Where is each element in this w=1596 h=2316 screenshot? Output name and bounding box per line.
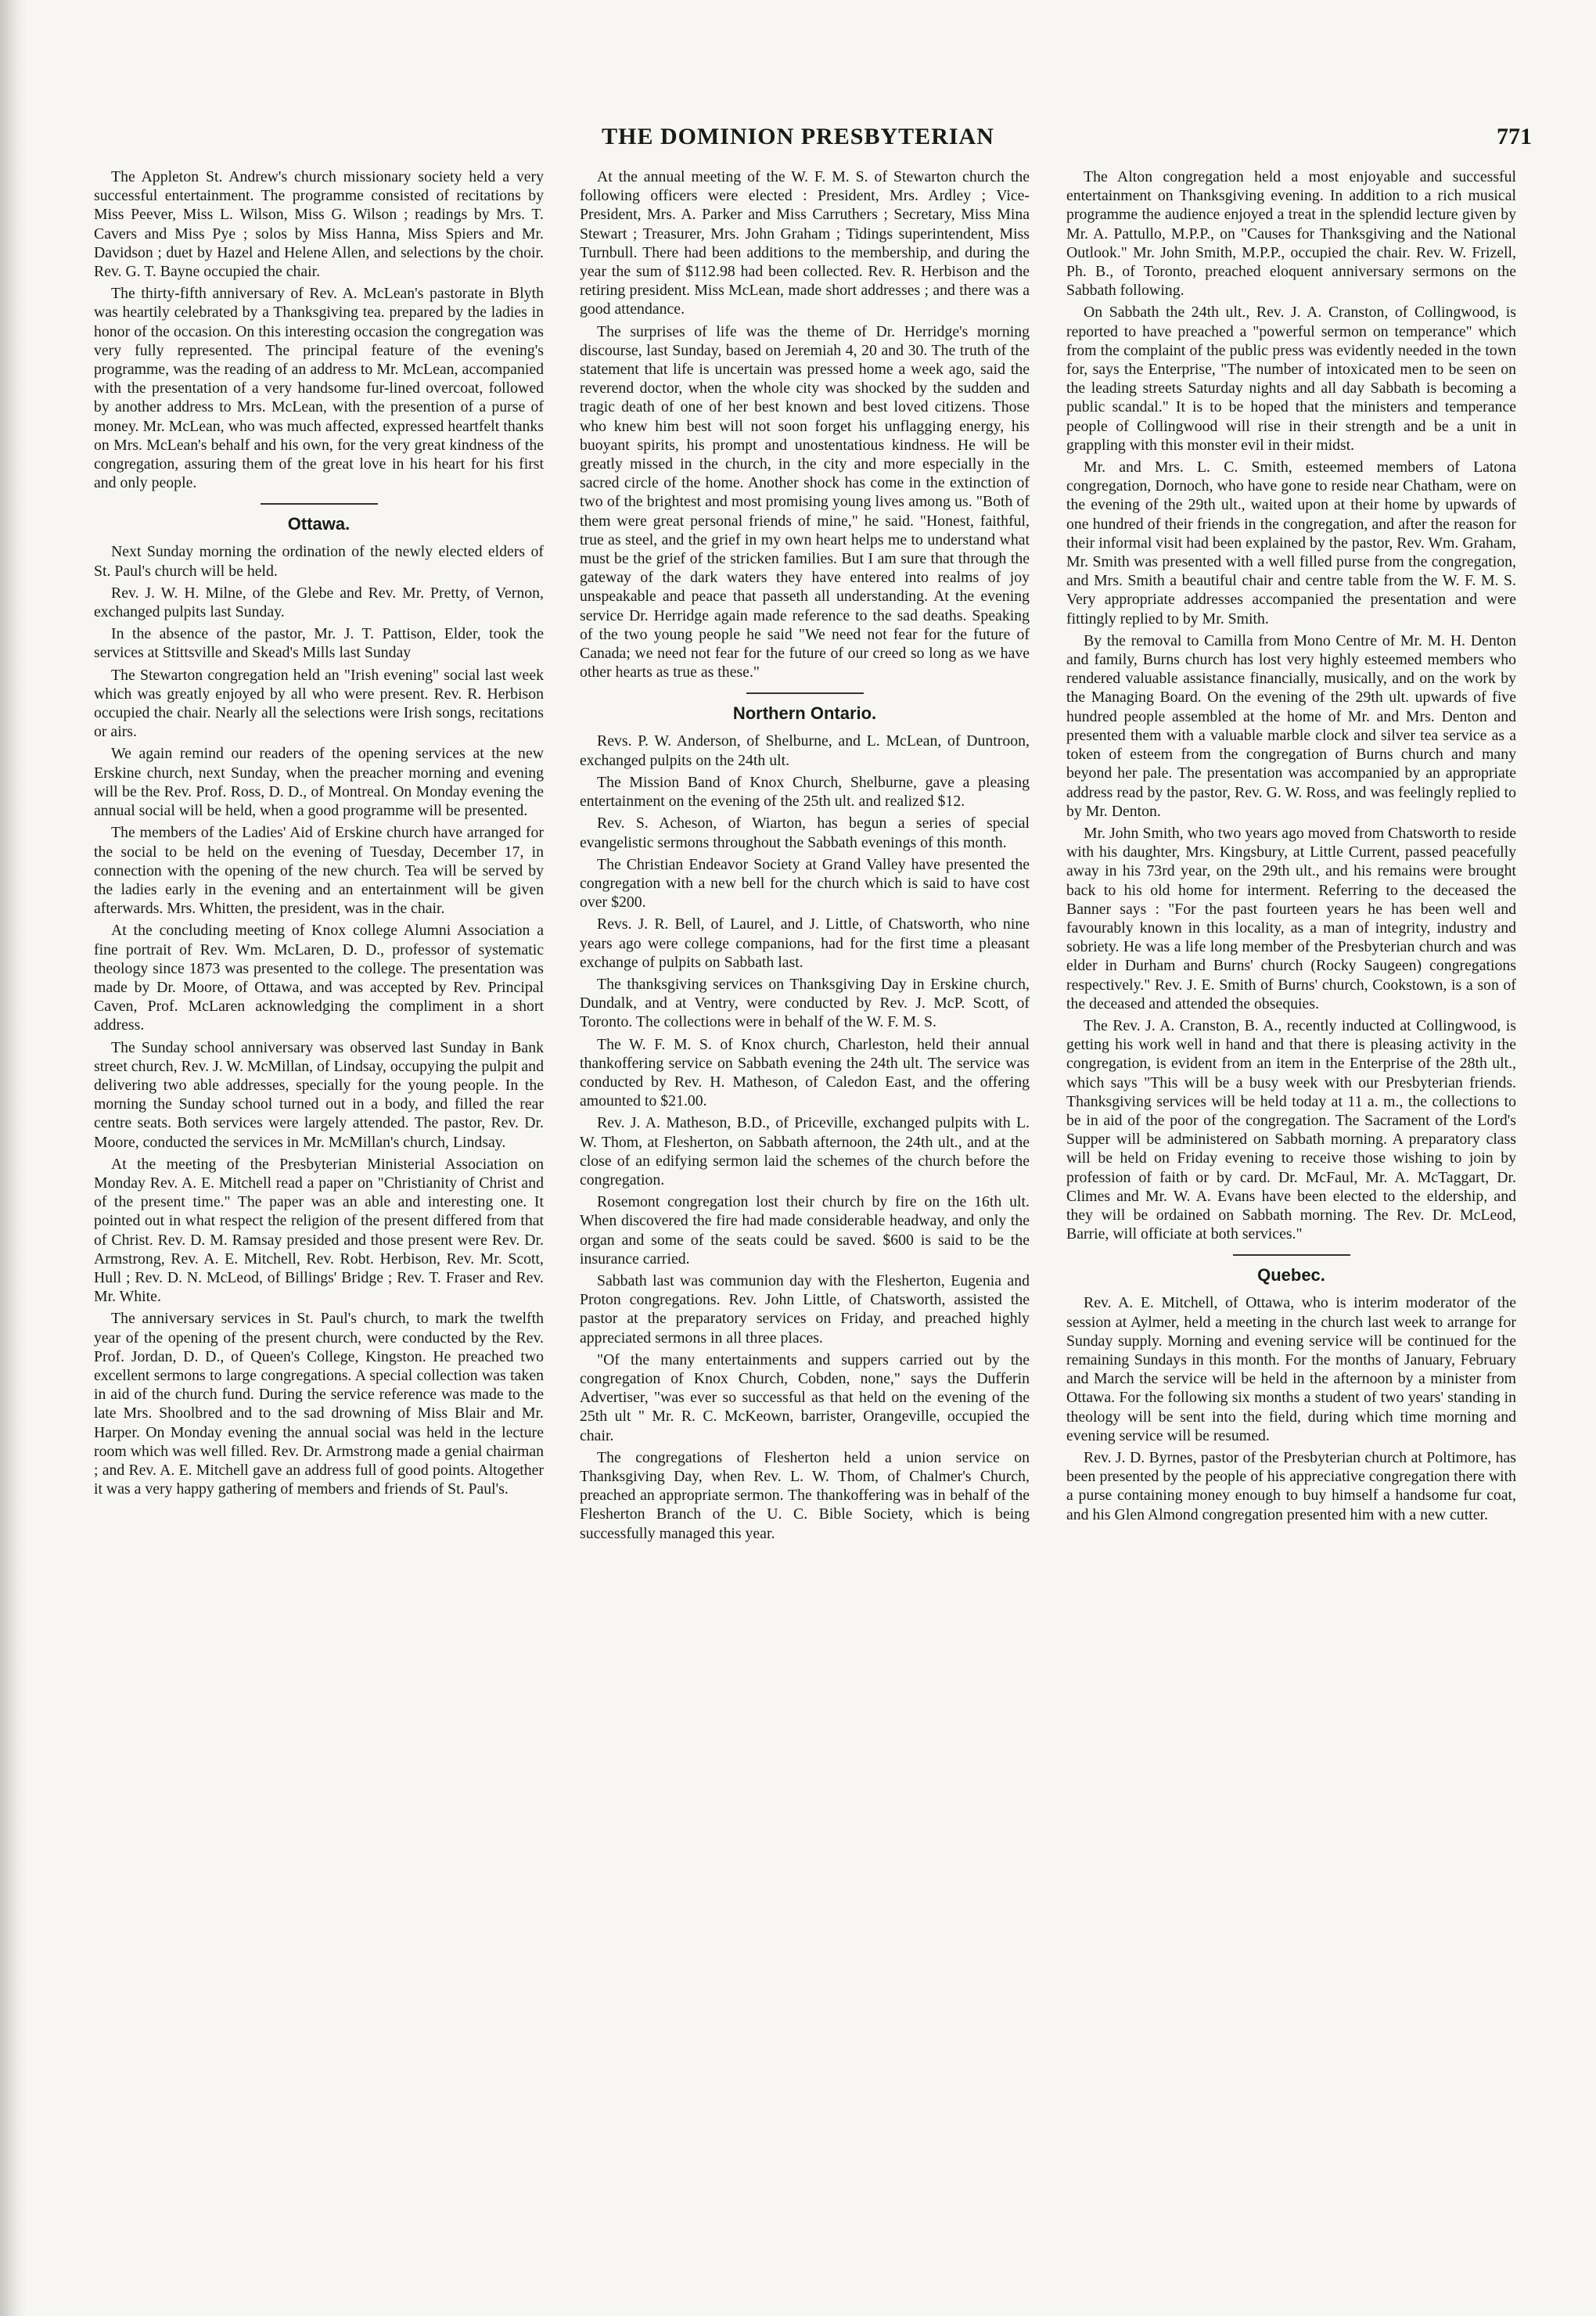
news-paragraph: Rev. J. W. H. Milne, of the Glebe and Rev. Mr. Pretty, of Vernon, exchanged pulpits last Sunday. — [94, 584, 544, 621]
column-2 — [580, 167, 1030, 2170]
section-heading: Northern Ontario. — [732, 703, 877, 724]
news-paragraph: Rev. J. A. Matheson, B.D., of Priceville, exchanged pulpits with L. W. Thom, at Flesherton, on Sabbath afternoon, the 24th ult., and at the close of an edifying sermon laid the schemes of the church before the congregation. — [580, 1114, 1030, 1189]
news-paragraph: The Sunday school anniversary was observed last Sunday in Bank street church, Rev. J. W. McMillan, of Lindsay, occupying the pulpit and delivering two able addresses, specially for the young people. In the morning the Sunday school turned out in a body, and filled the rear centre seats. Both services were largely attended. The pastor, Rev. Dr. Moore, conducted the services in Mr. McMillan's church, Lindsay. — [94, 1038, 544, 1151]
news-paragraph: The Stewarton congregation held an "Irish evening" social last week which was greatly enjoyed by all who were present. Rev. R. Herbison occupied the chair. Nearly all the selections were Irish songs, recitations or airs. — [94, 666, 544, 741]
masthead: THE DOMINION PRESBYTERIAN — [602, 124, 994, 149]
news-paragraph: Mr. and Mrs. L. C. Smith, esteemed members of Latona congregation, Dornoch, who have gone to reside near Chatham, were on the evening of the 29th ult., waited upon at their home by upwards of one hundred of their friends in the congregation, and after the reason for their informal visit had been explained by the pastor, Rev. Wm. Graham, Mr. Smith was presented with a well filled purse from the congregation, and Mrs. Smith a beautiful chair and centre table from the W. F. M. S. Very appropriate addresses accompanied the presentation and were fittingly replied to by Mr. Smith. — [1066, 459, 1516, 628]
column-1 — [94, 167, 544, 2170]
news-paragraph: The W. F. M. S. of Knox church, Charleston, held their annual thankoffering service on Sabbath evening the 24th ult. The service was conducted by Rev. H. Matheson, of Caledon East, and the offering amounted to $21.00. — [580, 1035, 1030, 1110]
news-paragraph: Next Sunday morning the ordination of the newly elected elders of St. Paul's church will be held. — [94, 543, 544, 580]
news-paragraph: The Alton congregation held a most enjoyable and successful entertainment on Thanksgiving evening. In addition to a rich musical programme the audience enjoyed a treat in the splendid lecture given by Mr. A. Pattullo, M.P.P., on "Causes for Thanksgiving and the National Outlook." Mr. John Smith, M.P.P., occupied the chair. Rev. W. Frizell, Ph. B., of Toronto, preached eloquent anniversary sermons on the Sabbath following. — [1066, 168, 1516, 300]
section-heading-block — [580, 692, 1030, 724]
column-3 — [1066, 167, 1516, 2170]
section-heading-block — [1066, 1254, 1516, 1286]
news-paragraph: The surprises of life was the theme of Dr. Herridge's morning discourse, last Sunday, based on Jeremiah 4, 20 and 30. The truth of the statement that life is uncertain was pressed home a week ago, said the reverend doctor, when the whole city was shocked by the sudden and tragic death of one of her best known and best loved citizens. Those who knew him best will not soon forget his unflagging energy, his buoyant spirits, his prompt and unostentatious kindness. He will be greatly missed in the church, in the city and more especially in the sacred circle of the home. Another shock has come in the extinction of two of the brightest and most promising young lives among us. "Both of them were great personal friends of mine," he said. "Honest, faithful, true as steel, and the grief in my own heart helps me to understand what must be the grief of the stricken families. But I am sure that through the gateway of the dark waters they have entered into realms of joy unspeakable and peace that passeth all understanding. At the evening service Dr. Herridge again made reference to the sad deaths. Speaking of the two young people he said "We need not fear for the future of Canada; we need not fear for the future of our creed so long as we have other hearts as true as these." — [580, 322, 1030, 681]
news-paragraph: In the absence of the pastor, Mr. J. T. Pattison, Elder, took the services at Stittsville and Skead's Mills last Sunday — [94, 625, 544, 662]
section-rule — [1233, 1254, 1350, 1256]
news-paragraph: By the removal to Camilla from Mono Centre of Mr. M. H. Denton and family, Burns church has lost very highly esteemed members who rendered valuable assistance financially, musically, and on the work by the Managing Board. On the evening of the 29th ult. upwards of five hundred people assembled at the home of Mr. and Mrs. Denton and presented them with a valuable marble clock and silver tea service as a token of esteem from the congregation of Burns church and many beyond her pale. The presentation was accompanied by an appropriate address read by the pastor, Rev. G. W. Ross, and was feelingly replied to by Mr. Denton. — [1066, 631, 1516, 820]
news-paragraph: Rosemont congregation lost their church by fire on the 16th ult. When discovered the fire had made considerable headway, and only the organ and some of the seats could be saved. $600 is said to be the insurance carried. — [580, 1193, 1030, 1268]
news-paragraph: The thirty-fifth anniversary of Rev. A. McLean's pastorate in Blyth was heartily celebrated by a Thanksgiving tea. prepared by the ladies in honor of the occasion. On this interesting occasion the congregation was very fully represented. The principal feature of the evening's programme, was the reading of an address to Mr. McLean, accompanied with the presentation of a very handsome fur-lined overcoat, followed by another address to Mrs. McLean, with the presention of a purse of money. Mr. McLean, who was much affected, expressed heartfelt thanks on Mrs. McLean's behalf and his own, for the very great kindness of the congregation, assuring them of the great love in his heart for his first and only people. — [94, 285, 544, 492]
news-paragraph: The anniversary services in St. Paul's church, to mark the twelfth year of the opening of the present church, were conducted by the Rev. Prof. Jordan, D. D., of Queen's College, Kingston. He preached two excellent sermons to large congregations. A special collection was taken in aid of the church fund. During the service reference was made to the late Mrs. Shoolbred and to the sad drowning of Miss Blair and Mr. Harper. On Monday evening the annual social was held in the lecture room which was well filled. Rev. Dr. Armstrong made a genial chairman ; and Rev. A. E. Mitchell gave an address full of good points. Altogether it was a very happy gathering of members and friends of St. Paul's. — [94, 1310, 544, 1498]
page-edge-shadow — [0, 0, 27, 2316]
news-paragraph: Rev. J. D. Byrnes, pastor of the Presbyterian church at Poltimore, has been presented by the people of his appreciative congregation there with a purse containing money enough to buy himself a handsome fur coat, and his Glen Almond congregation presented him with a new cutter. — [1066, 1449, 1516, 1523]
article-columns — [94, 167, 1518, 2170]
news-paragraph: At the meeting of the Presbyterian Ministerial Association on Monday Rev. A. E. Mitchell read a paper on "Christianity of Christ and of the present time." The paper was an able and interesting one. It pointed out in what respect the religion of the present differed from that of Christ. Rev. D. M. Ramsay presided and those present were Rev. Dr. Armstrong, Rev. A. E. Mitchell, Rev. Robt. Herbison, Rev. Mr. Scott, Hull ; Rev. D. N. McLeod, of Billings' Bridge ; Rev. T. Fraser and Rev. Mr. White. — [94, 1155, 544, 1306]
section-heading: Ottawa. — [287, 514, 350, 534]
news-paragraph: The congregations of Flesherton held a union service on Thanksgiving Day, when Rev. L. W. Thom, of Chalmer's Church, preached an appropriate sermon. The thankoffering was in behalf of the Flesherton Branch of the U. C. Bible Society, which is being successfully managed this year. — [580, 1448, 1030, 1542]
news-paragraph: Revs. J. R. Bell, of Laurel, and J. Little, of Chatsworth, who nine years ago were college companions, had for the first time a pleasant exchange of pulpits on Sabbath last. — [580, 915, 1030, 971]
news-paragraph: The Appleton St. Andrew's church missionary society held a very successful entertainment. The programme consisted of recitations by Miss Peever, Miss L. Wilson, Miss G. Wilson ; readings by Mrs. T. Cavers and Miss Pye ; solos by Miss Hanna, Miss Spiers and Mr. Davidson ; duet by Hazel and Helene Allen, and selections by the choir. Rev. G. T. Bayne occupied the chair. — [94, 168, 544, 281]
news-paragraph: The thanksgiving services on Thanksgiving Day in Erskine church, Dundalk, and at Ventry, were conducted by Rev. J. McP. Scott, of Toronto. The collections were in behalf of the W. F. M. S. — [580, 975, 1030, 1031]
news-paragraph: The members of the Ladies' Aid of Erskine church have arranged for the social to be held on the evening of Tuesday, December 17, in connection with the opening of the new church. Tea will be served by the ladies early in the evening and an entertainment will be given afterwards. Mrs. Whitten, the president, was in the chair. — [94, 824, 544, 918]
news-paragraph: Rev. S. Acheson, of Wiarton, has begun a series of special evangelistic sermons throughout the Sabbath evenings of this month. — [580, 815, 1030, 851]
section-rule — [746, 692, 864, 694]
news-paragraph: The Christian Endeavor Society at Grand Valley have presented the congregation with a new bell for the church which is said to have cost over $200. — [580, 855, 1030, 912]
news-paragraph: At the concluding meeting of Knox college Alumni Association a fine portrait of Rev. Wm. McLaren, D. D., professor of systematic theology since 1873 was presented to the college. The presentation was made by Dr. Moore, of Ottawa, and was accepted by Rev. Principal Caven, Prof. McLaren acknowledging the compliment in a short address. — [94, 922, 544, 1034]
section-heading: Quebec. — [1257, 1265, 1325, 1286]
news-paragraph: On Sabbath the 24th ult., Rev. J. A. Cranston, of Collingwood, is reported to have preached a "powerful sermon on temperance" which from the complaint of the public press was evidently needed in the town for, says the Enterprise, "The number of intoxicated men to be seen on the leading streets Saturday nights and all day Sabbath is becoming a public scandal." It is to be hoped that the ministers and temperance people of Collingwood will rise in their strength and be a unit in grappling with this monster evil in their midst. — [1066, 304, 1516, 454]
news-paragraph: At the annual meeting of the W. F. M. S. of Stewarton church the following officers were elected : President, Mrs. Ardley ; Vice-President, Mrs. A. Parker and Miss Carruthers ; Secretary, Miss Mina Stewart ; Treasurer, Mrs. John Graham ; Tidings superintendent, Miss Turnbull. There had been additions to the membership, and during the year the sum of $112.98 had been collected. Rev. R. Herbison and the retiring president. Miss McLean, made short addresses ; and there was a good attendance. — [580, 168, 1030, 318]
page-number: 771 — [1497, 124, 1532, 149]
news-paragraph: Sabbath last was communion day with the Flesherton, Eugenia and Proton congregations. Rev. John Little, of Chatsworth, assisted the pastor at the preparatory services on Friday, and preached highly appreciated sermons in all three places. — [580, 1271, 1030, 1347]
news-paragraph: Mr. John Smith, who two years ago moved from Chatsworth to reside with his daughter, Mrs. Kingsbury, at Little Current, passed peacefully away in his 73rd year, on the 29th ult., and his remains were brought back to his old home for interment. Referring to the deceased the Banner says : "For the past fourteen years he has been well and favourably known in this locality, as a man of integrity, industry and sobriety. He was a life long member of the Presbyterian church and was elder in Durham and Burns' church (Rocky Saugeen) congregations respectively." Rev. J. E. Smith of Burns' church, Cookstown, is a son of the deceased and attended the obsequies. — [1066, 824, 1516, 1012]
news-paragraph: "Of the many entertainments and suppers carried out by the congregation of Knox Church, Cobden, none," says the Dufferin Advertiser, "was ever so successful as that held on the evening of the 25th ult " Mr. R. C. McKeown, barrister, Orangeville, occupied the chair. — [580, 1350, 1030, 1444]
news-paragraph: The Rev. J. A. Cranston, B. A., recently inducted at Collingwood, is getting his work well in hand and that there is pleasing activity in the congregation, is evident from an item in the Enterprise of the 28th ult., which says "This will be a busy week with our Presbyterian friends. Thanksgiving services will be held today at 11 a. m., the collections to be in aid of the poor of the congregation. The Sacrament of the Lord's Supper will be administered on Sabbath morning. A preparatory class will be held on Friday evening to receive those wishing to join by profession of faith or by card. Dr. McFaul, Mr. A. McTaggart, Dr. Climes and Mr. W. A. Evans have been elected to the eldership, and they will be ordained on Sabbath morning. The Rev. Dr. McLeod, Barrie, will officiate at both services." — [1066, 1016, 1516, 1243]
section-rule — [261, 503, 378, 505]
news-paragraph: Rev. A. E. Mitchell, of Ottawa, who is interim moderator of the session at Aylmer, held a meeting in the church last week to arrange for Sunday supply. Morning and evening service will be continued for the remaining Sundays in this month. For the months of January, February and March the service will be held in the afternoon by a minister from Ottawa. For the following six months a student of two years' standing in theology will be sent into the field, during which time morning and evening service will be resumed. — [1066, 1294, 1516, 1444]
news-paragraph: The Mission Band of Knox Church, Shelburne, gave a pleasing entertainment on the evening of the 25th ult. and realized $12. — [580, 773, 1030, 811]
running-head — [0, 124, 1596, 163]
section-heading-block — [94, 503, 544, 534]
news-paragraph: Revs. P. W. Anderson, of Shelburne, and L. McLean, of Duntroon, exchanged pulpits on the 24th ult. — [580, 732, 1030, 769]
news-paragraph: We again remind our readers of the opening services at the new Erskine church, next Sunday, when the preacher morning and evening will be the Rev. Prof. Ross, D. D., of Montreal. On Monday evening the annual social will be held, when a good programme will be presented. — [94, 745, 544, 820]
